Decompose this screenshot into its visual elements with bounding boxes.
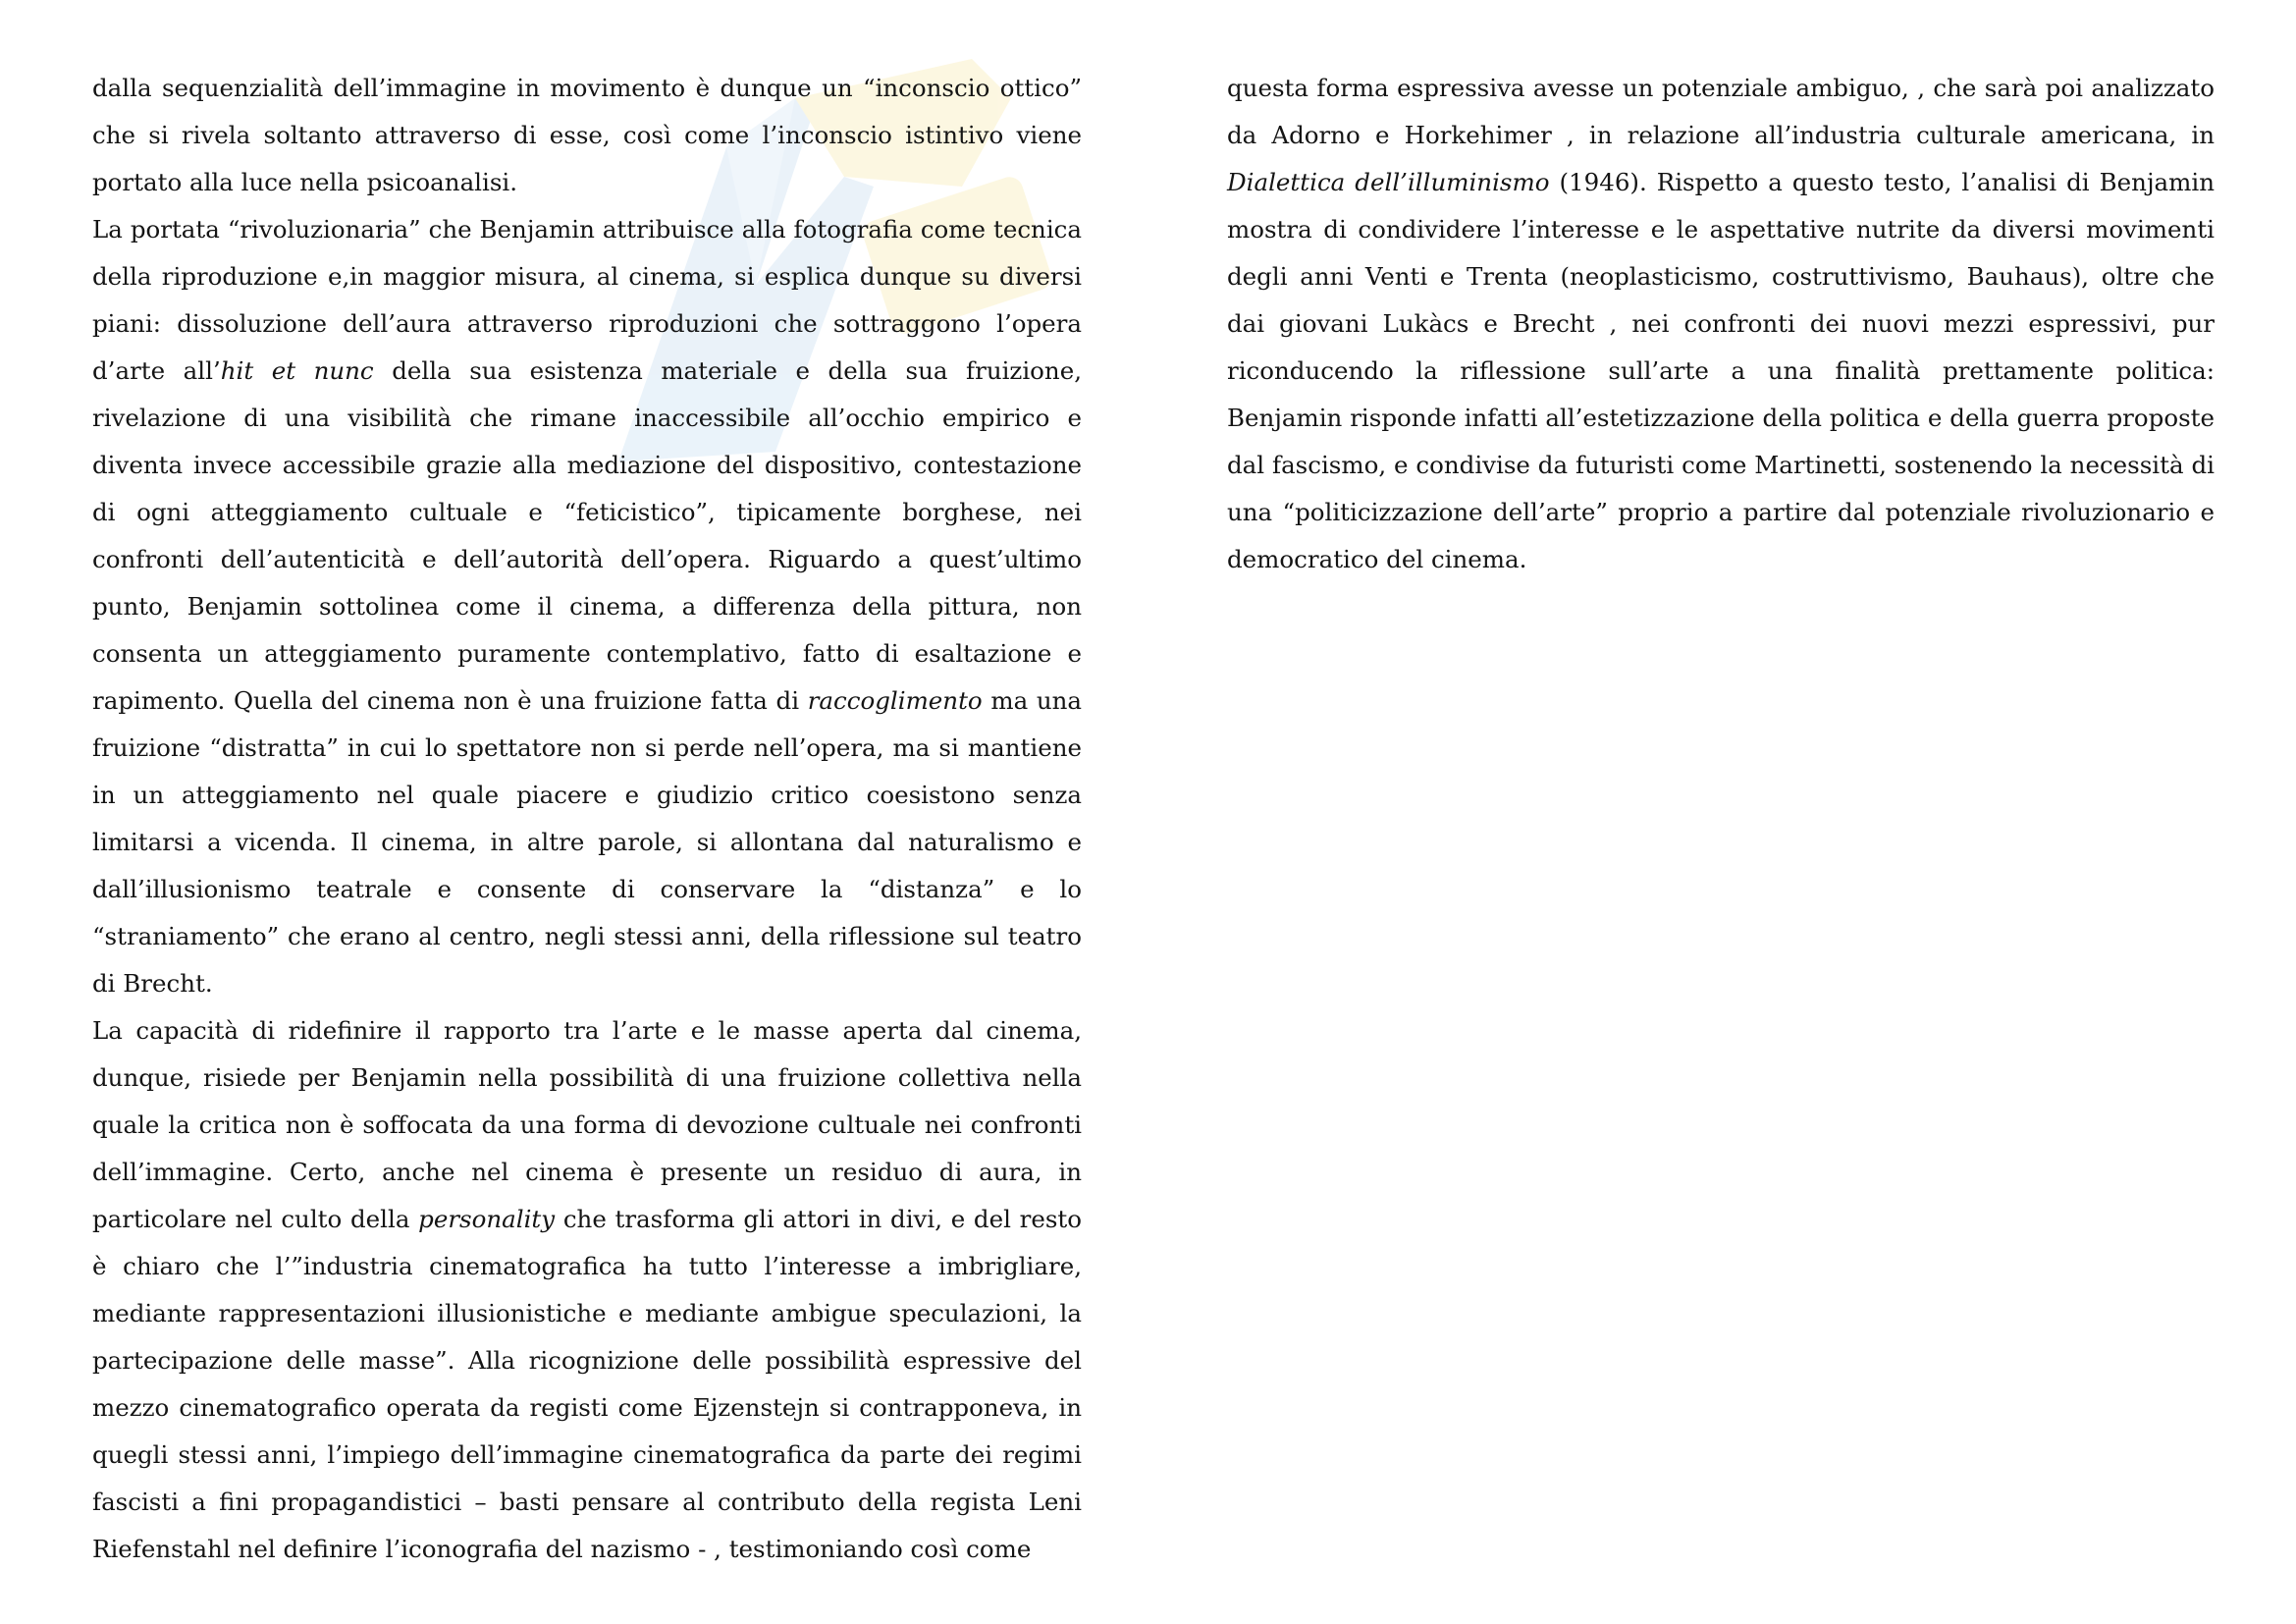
left-paragraph-3 <box>92 1007 1082 1573</box>
left-column <box>92 65 1082 1573</box>
text-run: questa forma espressiva avesse un potenziale ambiguo, , che sarà poi analizzato da Adorno e Horkehimer , in relazione all’industria culturale americana, in <box>1227 74 2215 149</box>
text-run: (1946). Rispetto a questo testo, l’analisi di Benjamin mostra di condividere l’interesse e le aspettative nutrite da diversi movimenti degli anni Venti e Trenta (neoplasticismo, costruttivismo, Bauhaus), oltre che dai giovani Lukàcs e Brecht , nei confronti dei nuovi mezzi espressivi, pur riconducendo la riflessione sull’arte a una finalità prettamente politica: Benjamin risponde infatti all’estetizzazione della politica e della guerra proposte dal fascismo, e condivise da futuristi come Martinetti, sostenendo la necessità di una “politicizzazione dell’arte” proprio a partire dal potenziale rivoluzionario e democratico del cinema. <box>1227 168 2215 573</box>
italic-text: personality <box>418 1205 556 1233</box>
text-run: che trasforma gli attori in divi, e del resto è chiaro che l’”industria cinematografica ha tutto l’interesse a imbrigliare, mediante rappresentazioni illusionistiche e mediante ambigue speculazioni, la partecipazione delle masse”. Alla ricognizione delle possibilità espressive del mezzo cinematografico operata da registi come Ejzenstejn si contrapponeva, in quegli stessi anni, l’impiego dell’immagine cinematografica da parte dei regimi fascisti a fini propagandistici – basti pensare al contributo della regista Leni Riefenstahl nel definire l’iconografia del nazismo - , testimoniando così come <box>92 1205 1083 1563</box>
right-paragraph-1 <box>1227 65 2215 583</box>
italic-text: hit et nunc <box>220 356 374 385</box>
italic-text: Dialettica dell’illuminismo <box>1227 168 1550 196</box>
text-run: della sua esistenza materiale e della sua fruizione, rivelazione di una visibilità che rimane inaccessibile all’occhio empirico e diventa invece accessibile grazie alla mediazione del dispositivo, contestazione di ogni atteggiamento cultuale e “feticistico”, tipicamente borghese, nei confronti dell’autenticità e dell’autorità dell’opera. Riguardo a quest’ultimo punto, Benjamin sottolinea come il cinema, a differenza della pittura, non consenta un atteggiamento puramente contemplativo, fatto di esaltazione e rapimento. Quella del cinema non è una fruizione fatta di <box>92 356 1082 715</box>
text-run: ma una fruizione “distratta” in cui lo spettatore non si perde nell’opera, ma si mantiene in un atteggiamento nel quale piacere e giudizio critico coesistono senza limitarsi a vicenda. Il cinema, in altre parole, si allontana dal naturalismo e dall’illusionismo teatrale e consente di conservare la “distanza” e lo “straniamento” che erano al centro, negli stessi anni, della riflessione sul teatro di Brecht. <box>92 686 1082 998</box>
text-run: La portata “rivoluzionaria” che Benjamin attribuisce alla fotografia come tecnica della riproduzione e,in maggior misura, al cinema, si esplica dunque su diversi piani: dissoluzione dell’aura attraverso riproduzioni che sottraggono l’opera d’arte all’ <box>92 215 1082 385</box>
italic-text: raccoglimento <box>807 686 983 715</box>
text-run: La capacità di ridefinire il rapporto tra l’arte e le masse aperta dal cinema, dunque, risiede per Benjamin nella possibilità di una fruizione collettiva nella quale la critica non è soffocata da una forma di devozione cultuale nei confronti dell’immagine. Certo, anche nel cinema è presente un residuo di aura, in particolare nel culto della <box>92 1016 1082 1233</box>
text-run: dalla sequenzialità dell’immagine in movimento è dunque un “inconscio ottico” che si rivela soltanto attraverso di esse, così come l’inconscio istintivo viene portato alla luce nella psicoanalisi. <box>92 74 1082 196</box>
left-paragraph-1 <box>92 65 1082 206</box>
left-paragraph-2 <box>92 206 1082 1007</box>
right-column <box>1227 65 2215 583</box>
